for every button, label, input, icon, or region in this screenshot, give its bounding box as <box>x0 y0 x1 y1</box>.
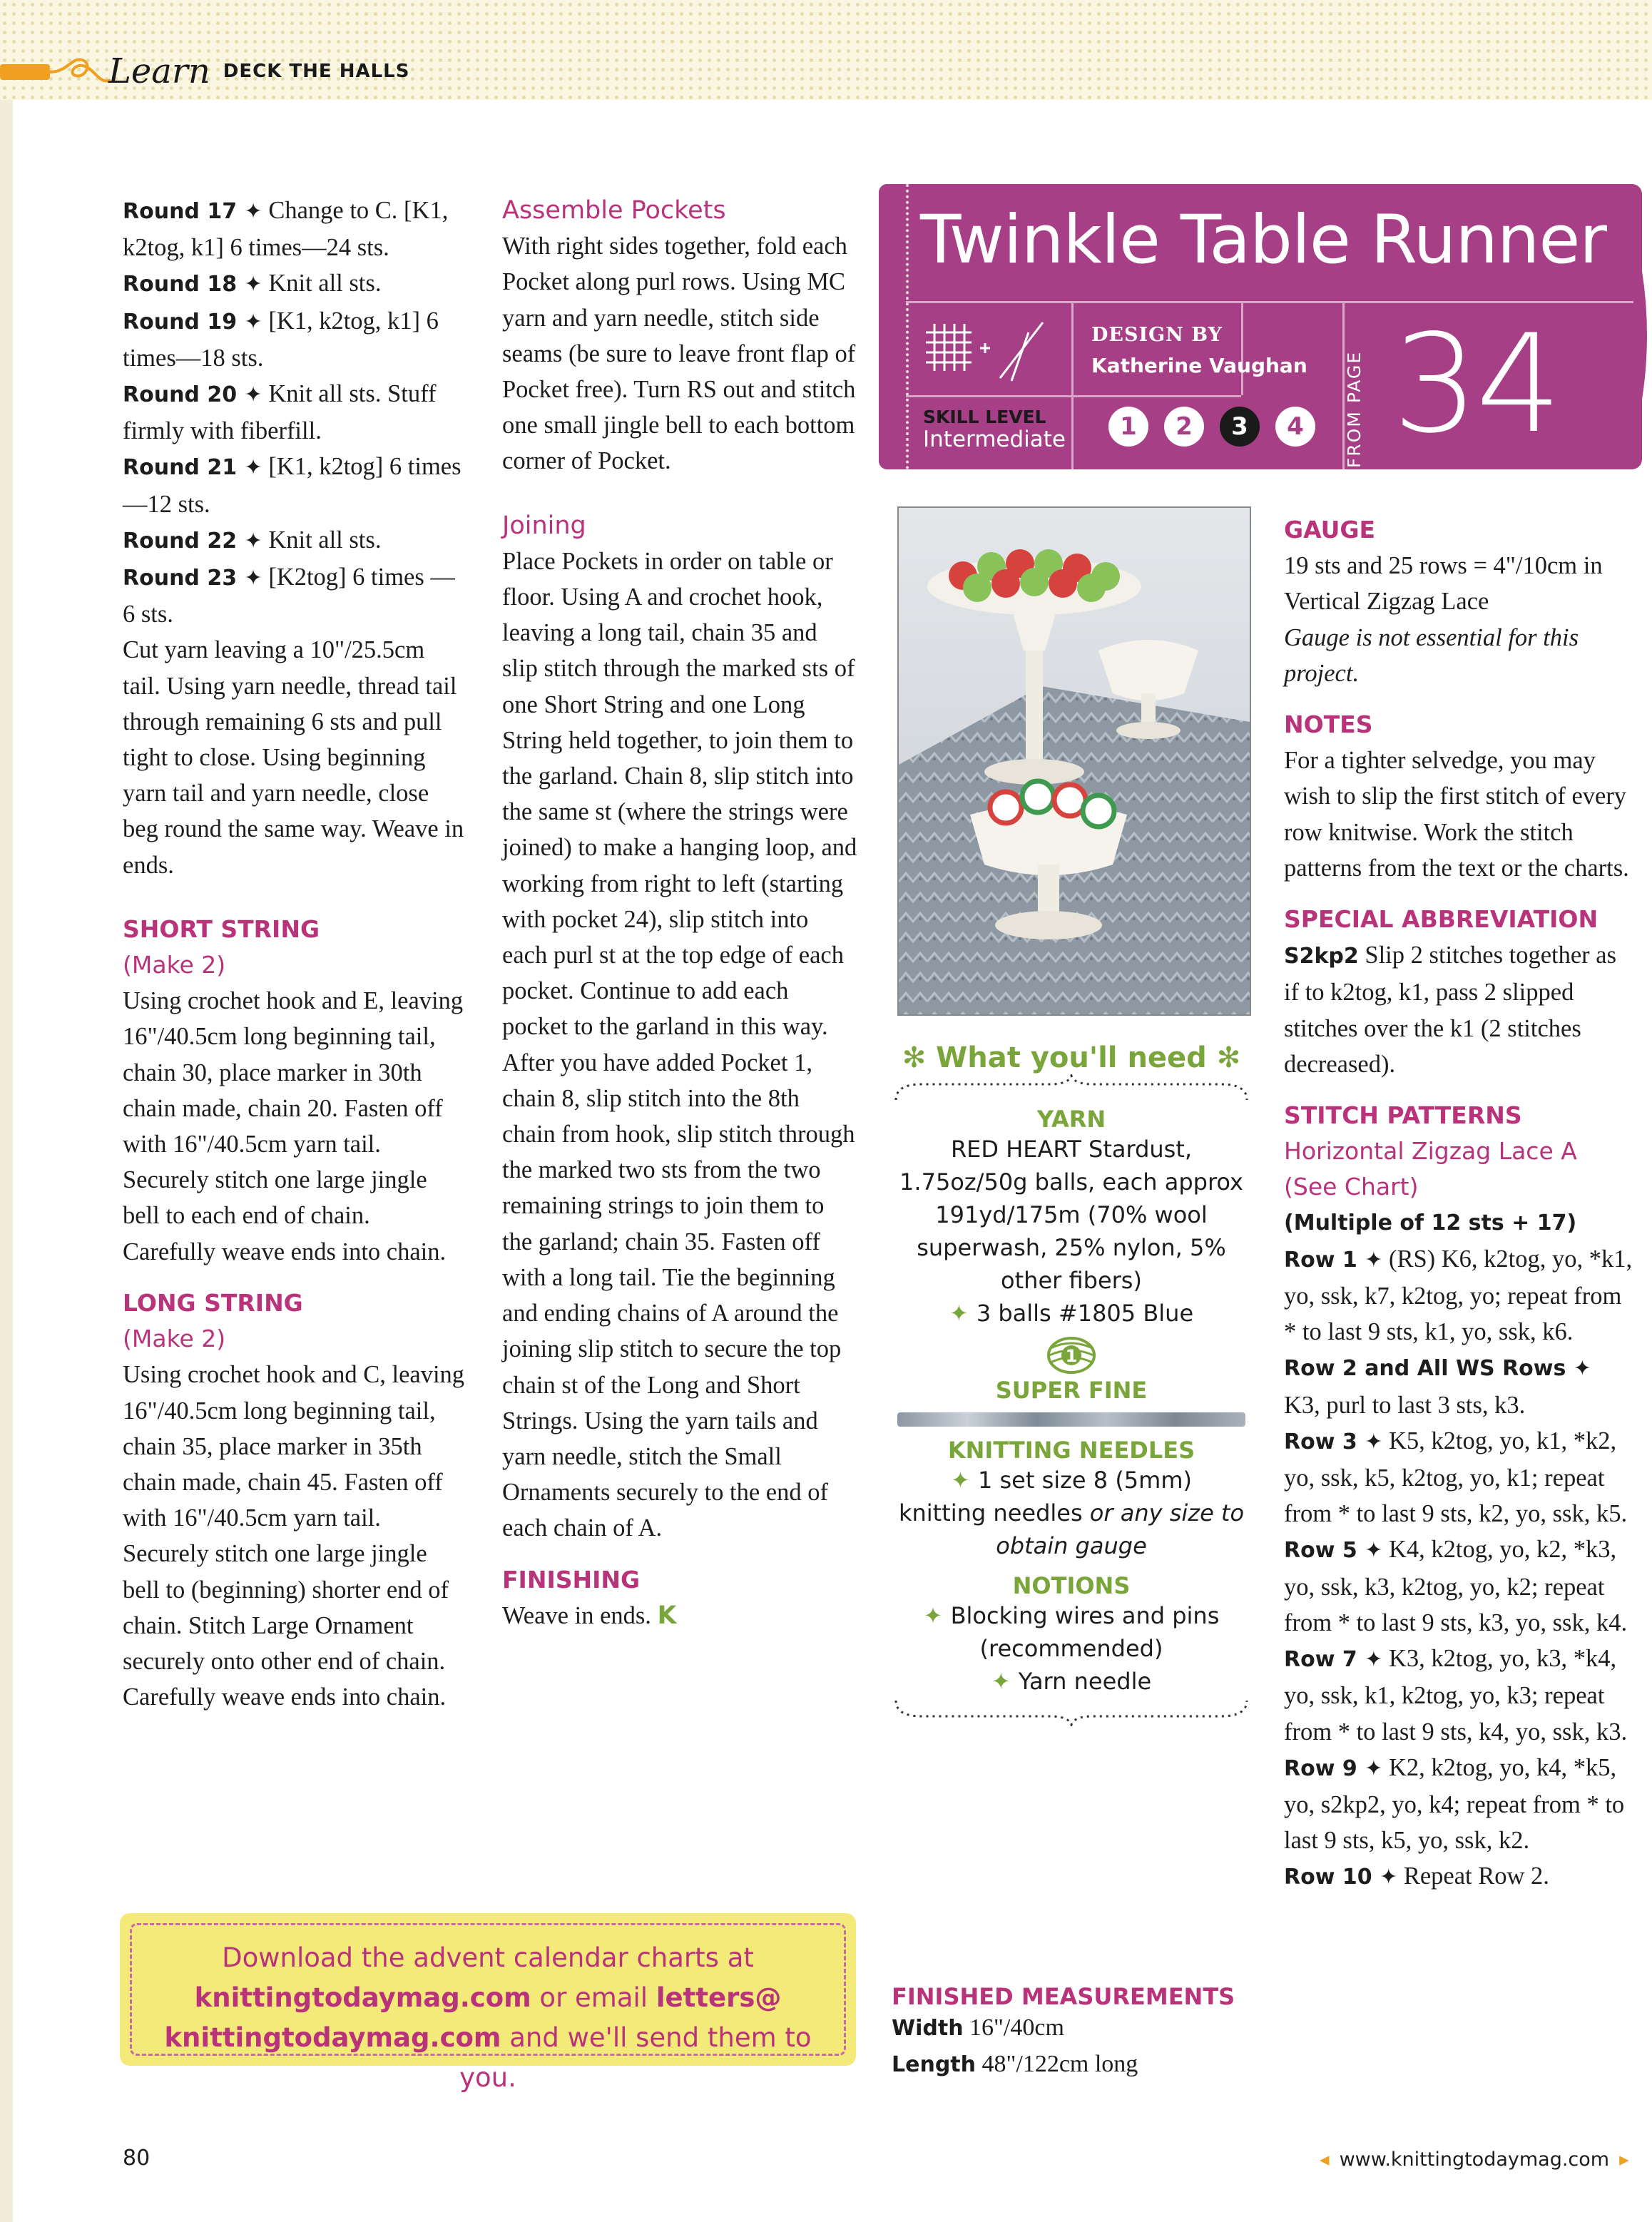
skill-level-1: 1 <box>1108 407 1148 447</box>
arrow-right-icon: ▸ <box>1619 2149 1629 2171</box>
joining-heading: Joining <box>502 511 586 540</box>
row-1: Row 1 ✦ (RS) K6, k2tog, yo, *k1, yo, ssk, k7, k2tog, yo; repeat from * to last 9 sts, k1, yo, ssk, k6. <box>1284 1245 1633 1346</box>
yarn-weight-icon <box>1046 1335 1096 1375</box>
yarn-weight-number: 1 <box>1065 1346 1078 1366</box>
row-9: Row 9 ✦ K2, k2tog, yo, k4, *k5, yo, s2kp2, yo, k4; repeat from * to last 9 sts, k5, yo, ssk, k2. <box>1284 1753 1625 1855</box>
needles-text: knitting needles or any size to obtain gauge <box>898 1499 1245 1559</box>
section-title: DECK THE HALLS <box>223 61 410 82</box>
bottom-brace-decoration <box>893 1698 1250 1726</box>
end-mark-icon: K <box>657 1601 677 1630</box>
yarn-heading: YARN <box>1036 1106 1106 1133</box>
yarn-text: RED HEART Stardust, 1.75oz/50g balls, each approx 191yd/175m (70% wool superwash, 25% nylon, 5% other fibers) <box>899 1136 1243 1294</box>
photo-illustration <box>899 508 1250 1014</box>
short-string-text: Using crochet hook and E, leaving 16"/40.5cm long beginning tail, chain 30, place marker in 30th chain made, chain 20. Fasten off with 16"/40.5cm yarn tail. Securely stitch one large jingle bell to each end of chain. Carefully weave ends into chain. <box>123 987 464 1265</box>
banner-perforated-edge <box>879 184 909 469</box>
design-by-label: DESIGN BY <box>1091 324 1223 346</box>
special-abbreviation-text: S2kp2 Slip 2 stitches together as if to k2tog, k1, pass 2 slipped stitches over the k1 (2 stitches decreased). <box>1284 942 1617 1078</box>
skill-level-4: 4 <box>1275 407 1315 447</box>
assemble-text: With right sides together, fold each Pocket along purl rows. Using MC yarn and yarn needle, stitch side seams (be sure to leave front flap of Pocket free). Turn RS out and stitch one small jingle bell to each bottom corner of Pocket. <box>502 233 856 475</box>
skill-level-label: SKILL LEVEL <box>923 407 1046 427</box>
short-string-sub: (Make 2) <box>123 951 226 979</box>
round-19: Round 19 ✦ [K1, k2tog, k1] 6 times—18 sts. <box>123 307 439 372</box>
pattern-title-banner <box>879 184 1642 469</box>
round-18: Round 18 ✦ Knit all sts. <box>123 270 382 297</box>
arrow-left-icon: ◂ <box>1320 2149 1330 2171</box>
row-3: Row 3 ✦ K5, k2tog, yo, k1, *k2, yo, ssk, k5, k2tog, yo, k1; repeat from * to last 9 sts, k2, yo, ssk, k5. <box>1284 1427 1628 1528</box>
assemble-heading: Assemble Pockets <box>502 196 726 225</box>
yarn-quantity: ✦ 3 balls #1805 Blue <box>949 1300 1194 1327</box>
gauge-text: 19 sts and 25 rows = 4"/10cm in Vertical Zigzag Lace <box>1284 552 1603 616</box>
pattern-title: Twinkle Table Runner <box>920 201 1606 279</box>
round-17: Round 17 ✦ Change to C. [K1, k2tog, k1] 6 times—24 sts. <box>123 197 449 262</box>
column-4 <box>1284 512 1633 1896</box>
yarn-weight-label: SUPER FINE <box>995 1377 1148 1404</box>
yarn-swirl-icon <box>0 43 114 100</box>
page-header <box>0 43 409 100</box>
notion-yarn-needle: ✦ Yarn needle <box>991 1668 1152 1695</box>
round-22: Round 22 ✦ Knit all sts. <box>123 526 382 554</box>
row-2-ws: Row 2 and All WS Rows ✦ K3, purl to last 3 sts, k3. <box>1284 1356 1591 1419</box>
callout-link-site[interactable]: knittingtodaymag.com <box>194 1982 531 2013</box>
section-learn: Learn <box>108 51 210 91</box>
stitch-pattern-chart-ref: (See Chart) <box>1284 1173 1419 1201</box>
row-7: Row 7 ✦ K3, k2tog, yo, k3, *k4, yo, ssk, k1, k2tog, yo, k3; repeat from * to last 9 sts, k4, yo, ssk, k3. <box>1284 1645 1628 1746</box>
long-string-text: Using crochet hook and C, leaving 16"/40.5cm long beginning tail, chain 35, place marker in 35th chain made, chain 45. Fasten off with 16"/40.5cm yarn tail. Securely stitch one large jingle bell to (beginning) shorter end of chain. Stitch Large Ornament securely onto other end of chain. Carefully weave ends into chain. <box>123 1361 465 1711</box>
finishing-text: Weave in ends. K <box>502 1601 677 1630</box>
what-you-need-panel <box>886 1041 1257 1729</box>
skill-level-value: Intermediate <box>923 427 1066 452</box>
gauge-note: Gauge is not essential for this project. <box>1284 623 1579 687</box>
notes-heading: NOTES <box>1284 710 1373 739</box>
notion-blocking: ✦ Blocking wires and pins (recommended) <box>923 1602 1220 1662</box>
notions-heading: NOTIONS <box>1012 1572 1131 1599</box>
long-string-sub: (Make 2) <box>123 1325 226 1353</box>
from-page-number: 34 <box>1392 305 1559 463</box>
page-number: 80 <box>123 2146 151 2171</box>
from-page-label: FROM PAGE <box>1343 350 1365 469</box>
finished-width: Width 16"/40cm <box>892 2014 1064 2041</box>
notes-text: For a tighter selvedge, you may wish to slip the first stitch of every row knitwise. Work the stitch patterns from the text or the charts. <box>1284 747 1629 882</box>
banner-tab-notch-icon <box>1633 271 1652 399</box>
top-brace-decoration <box>893 1074 1250 1103</box>
callout-line-1: Download the advent calendar charts at <box>222 1942 754 1973</box>
skill-level-indicators <box>1108 407 1315 447</box>
finished-measurements <box>892 1983 1235 2083</box>
finished-measurements-heading: FINISHED MEASUREMENTS <box>892 1983 1235 2010</box>
skill-level-3-selected: 3 <box>1220 407 1260 447</box>
row-5: Row 5 ✦ K4, k2tog, yo, k2, *k3, yo, ssk, k3, k2tog, yo, k2; repeat from * to last 9 sts, k3, yo, ssk, k4. <box>1284 1536 1628 1636</box>
callout-link-email[interactable]: letters@ <box>656 1982 782 2013</box>
callout-link-email-domain[interactable]: knittingtodaymag.com <box>164 2022 501 2053</box>
left-margin-band <box>0 100 13 2222</box>
what-you-need-heading: ✻ What you'll need ✻ <box>902 1041 1241 1074</box>
footer-website <box>1320 2149 1629 2171</box>
column-2 <box>502 193 859 1634</box>
yarn-swatch <box>897 1412 1245 1427</box>
stitch-pattern-name: Horizontal Zigzag Lace A <box>1284 1137 1577 1166</box>
special-abbreviation-heading: SPECIAL ABBREVIATION <box>1284 905 1599 934</box>
short-string-heading: SHORT STRING <box>123 914 320 943</box>
col1-tail-text: Cut yarn leaving a 10"/25.5cm tail. Using yarn needle, thread tail through remaining 6 sts and pull tight to close. Using beginning yarn tail and yarn needle, close beg round the same way. Weave in ends. <box>123 636 464 879</box>
stitch-multiple: (Multiple of 12 sts + 17) <box>1284 1210 1577 1235</box>
round-21: Round 21 ✦ [K1, k2tog] 6 times—12 sts. <box>123 453 462 518</box>
needles-heading: KNITTING NEEDLES <box>947 1437 1195 1464</box>
joining-text: Place Pockets in order on table or floor. Using A and crochet hook, leaving a long tail, chain 35 and slip stitch through the marked sts of one Short String and one Long String held together, to join them to the garland. Chain 8, slip stitch into the same st (where the strings were joined) to make a hanging loop, and working from right to left (starting with pocket 24), slip stitch into each purl st at the top edge of each pocket. Continue to add each pocket to the garland in this way. After you have added Pocket 1, chain 8, slip stitch into the 8th chain from hook, slip stitch through the marked two sts from the two remaining strings to join them to the garland; chain 35. Fasten off with a long tail. Tie the beginning and ending chains of A around the joining slip stitch to secure the top chain st of the Long and Short Strings. Using the yarn tails and yarn needle, stitch the Small Ornaments securely to the end of each chain of A. <box>502 547 857 1542</box>
finishing-heading: FINISHING <box>502 1565 641 1594</box>
finished-length: Length 48"/122cm long <box>892 2051 1138 2077</box>
round-20: Round 20 ✦ Knit all sts. Stuff firmly with fiberfill. <box>123 380 437 445</box>
column-1 <box>123 193 465 1715</box>
knitting-needles-icon <box>922 317 1064 388</box>
stitch-patterns-heading: STITCH PATTERNS <box>1284 1101 1522 1130</box>
download-callout: Download the advent calendar charts at knittingtodaymag.com or email letters@ knittingtodaymag.com and we'll send them to you. <box>120 1913 856 2066</box>
long-string-heading: LONG STRING <box>123 1288 303 1317</box>
round-23: Round 23 ✦ [K2tog] 6 times —6 sts. <box>123 564 455 628</box>
row-10: Row 10 ✦ Repeat Row 2. <box>1284 1862 1549 1890</box>
skill-level-2: 2 <box>1164 407 1204 447</box>
gauge-heading: GAUGE <box>1284 516 1376 544</box>
footer-website-link[interactable]: www.knittingtodaymag.com <box>1339 2149 1610 2171</box>
needles-size: ✦ 1 set size 8 (5mm) <box>951 1467 1192 1494</box>
table-runner-photo <box>897 506 1251 1016</box>
designer-name: Katherine Vaughan <box>1091 354 1307 377</box>
